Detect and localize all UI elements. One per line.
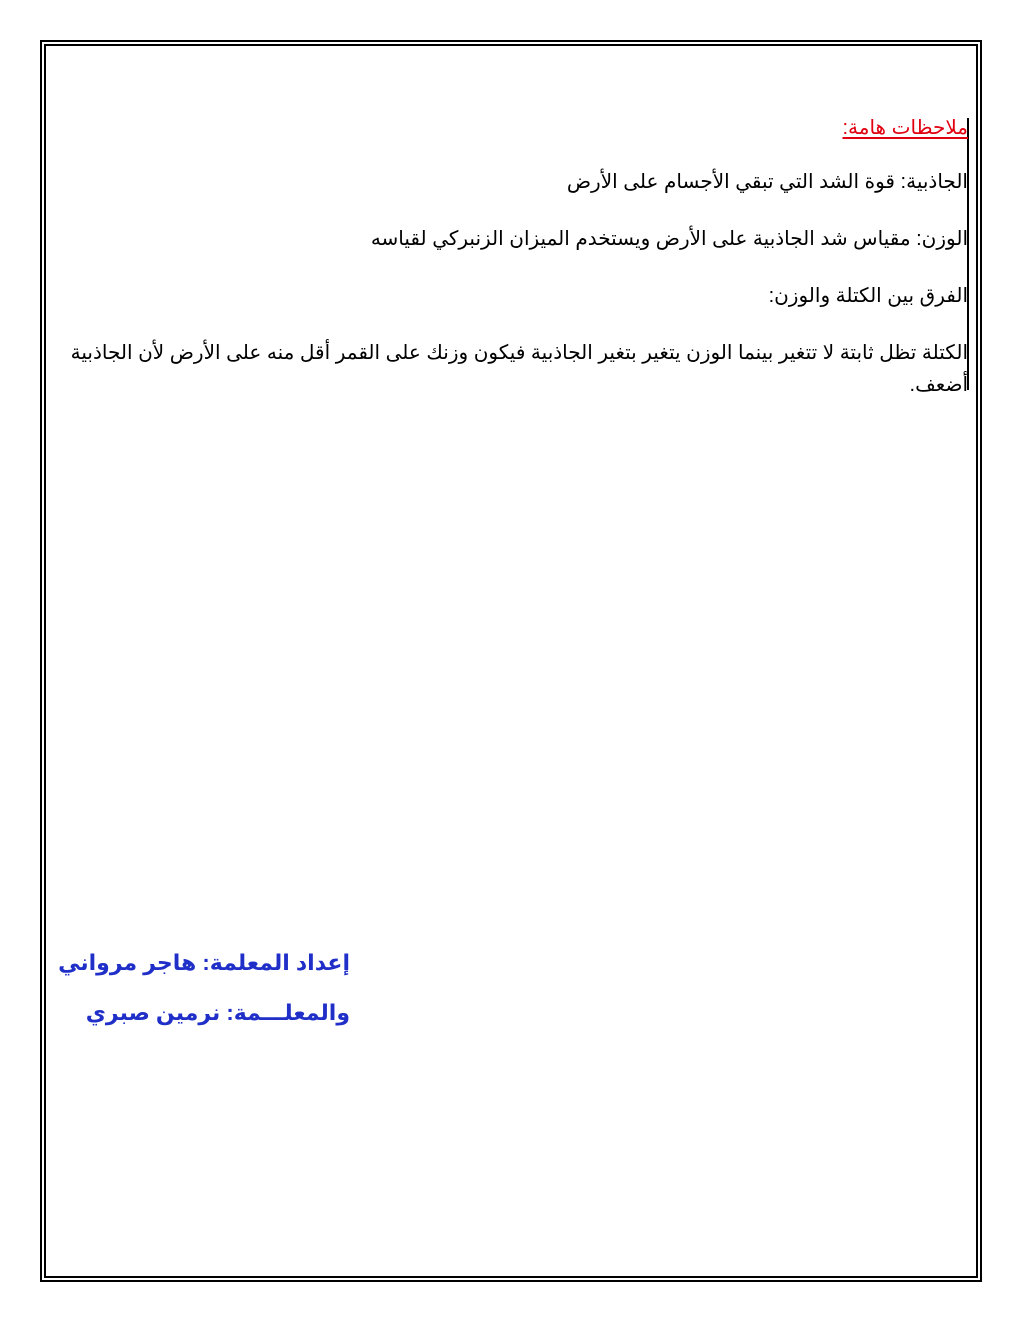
notes-heading: ملاحظات هامة: <box>842 117 968 139</box>
notes-section <box>60 112 968 401</box>
difference-text: الكتلة تظل ثابتة لا تتغير بينما الوزن يتغير بتغير الجاذبية فيكون وزنك على القمر أقل منه على الأرض لأن الجاذبية أضعف. <box>70 342 968 396</box>
prepared-by: إعداد المعلمة: هاجر مرواني <box>58 950 350 975</box>
weight-definition: الوزن: مقياس شد الجاذبية على الأرض ويستخدم الميزان الزنبركي لقياسه <box>370 228 968 250</box>
difference-title: الفرق بين الكتلة والوزن: <box>768 285 968 307</box>
gravity-definition: الجاذبية: قوة الشد التي تبقي الأجسام على الأرض <box>566 171 968 193</box>
credits <box>60 938 350 1038</box>
second-teacher: والمعلـــمة: نرمين صبري <box>85 1000 350 1025</box>
